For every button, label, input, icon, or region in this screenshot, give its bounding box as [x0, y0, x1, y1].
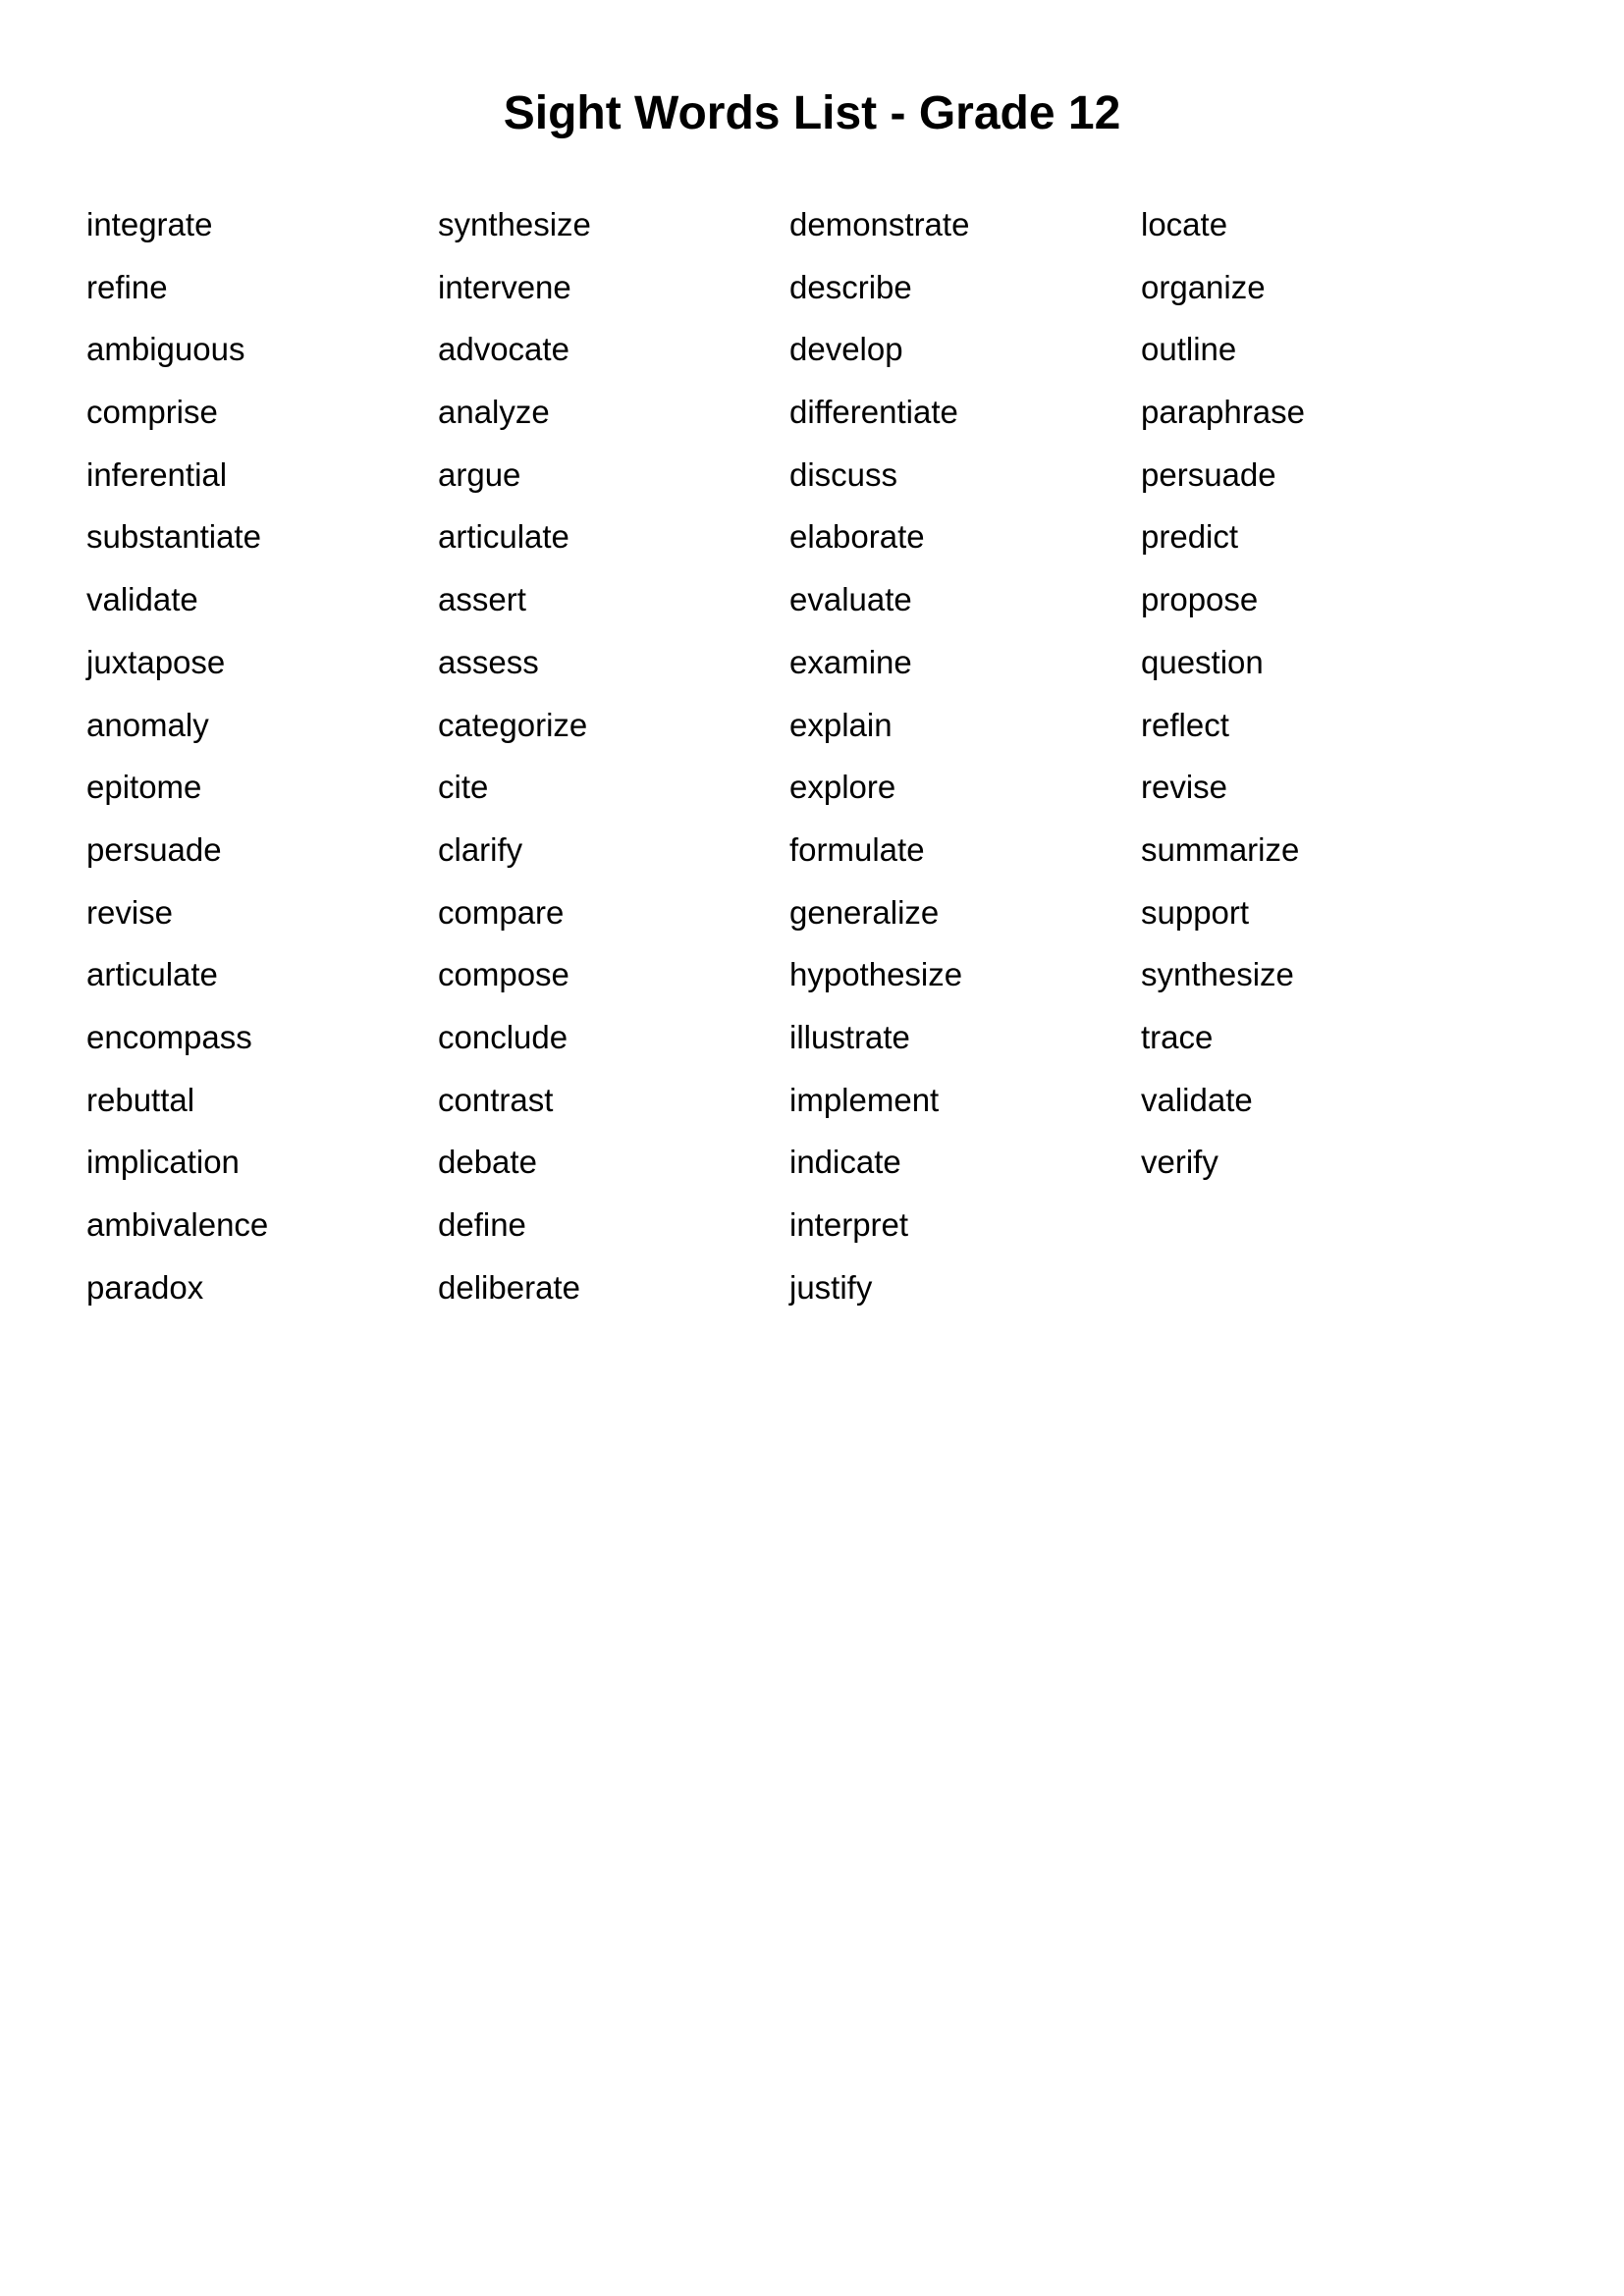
- word-item: verify: [1141, 1144, 1218, 1181]
- word-item: epitome: [86, 769, 202, 806]
- word-item: synthesize: [1141, 956, 1294, 993]
- word-item: advocate: [438, 331, 569, 368]
- word-item: outline: [1141, 331, 1237, 368]
- word-item: paraphrase: [1141, 394, 1305, 431]
- word-item: argue: [438, 455, 521, 493]
- word-item: elaborate: [789, 518, 925, 556]
- word-item: trace: [1141, 1018, 1214, 1055]
- word-item: ambiguous: [86, 331, 245, 368]
- word-item: justify: [789, 1268, 873, 1306]
- word-item: assert: [438, 581, 526, 618]
- word-item: illustrate: [789, 1018, 910, 1055]
- word-column-4: [1141, 199, 1492, 1324]
- word-item: implement: [789, 1081, 940, 1118]
- word-item: support: [1141, 893, 1250, 931]
- word-item: juxtapose: [86, 643, 226, 680]
- word-item: persuade: [1141, 455, 1276, 493]
- word-item: contrast: [438, 1081, 554, 1118]
- word-item: explore: [789, 769, 896, 806]
- word-item: evaluate: [789, 581, 912, 618]
- word-item: differentiate: [789, 394, 958, 431]
- word-item: predict: [1141, 518, 1239, 556]
- word-item: compose: [438, 956, 569, 993]
- word-item: demonstrate: [789, 206, 970, 242]
- word-item: cite: [438, 769, 489, 806]
- word-item: assess: [438, 643, 539, 680]
- word-item: indicate: [789, 1144, 901, 1181]
- word-item: validate: [1141, 1081, 1253, 1118]
- word-item: categorize: [438, 706, 588, 743]
- word-item: ambivalence: [86, 1206, 269, 1243]
- word-item: debate: [438, 1144, 537, 1181]
- word-item: persuade: [86, 830, 222, 868]
- word-item: analyze: [438, 394, 550, 431]
- word-item: locate: [1141, 206, 1228, 242]
- word-item: reflect: [1141, 706, 1229, 743]
- word-grid: [86, 199, 1500, 1324]
- word-item: conclude: [438, 1018, 568, 1055]
- word-item: articulate: [438, 518, 569, 556]
- word-column-3: [789, 199, 1141, 1324]
- word-item: articulate: [86, 956, 218, 993]
- word-item: revise: [1141, 769, 1228, 806]
- word-item: integrate: [86, 206, 213, 242]
- word-item: synthesize: [438, 206, 591, 242]
- word-item: propose: [1141, 581, 1259, 618]
- word-item: comprise: [86, 394, 218, 431]
- word-item: anomaly: [86, 706, 209, 743]
- word-item: formulate: [789, 830, 925, 868]
- word-item: rebuttal: [86, 1081, 195, 1118]
- word-item: explain: [789, 706, 893, 743]
- word-item: paradox: [86, 1268, 204, 1306]
- word-item: interpret: [789, 1206, 909, 1243]
- word-item: hypothesize: [789, 956, 963, 993]
- word-item: question: [1141, 643, 1264, 680]
- word-item: inferential: [86, 455, 228, 493]
- word-item: compare: [438, 893, 565, 931]
- word-item: revise: [86, 893, 174, 931]
- word-item: encompass: [86, 1018, 252, 1055]
- word-item: intervene: [438, 268, 571, 305]
- word-item: deliberate: [438, 1268, 580, 1306]
- page-title: Sight Words List - Grade 12: [503, 87, 1121, 139]
- word-item: validate: [86, 581, 198, 618]
- word-item: summarize: [1141, 830, 1300, 868]
- word-column-2: [438, 199, 789, 1324]
- word-item: clarify: [438, 830, 523, 868]
- word-item: examine: [789, 643, 912, 680]
- word-column-1: [86, 199, 438, 1324]
- word-item: develop: [789, 331, 903, 368]
- word-item: generalize: [789, 893, 940, 931]
- word-item: refine: [86, 268, 168, 305]
- word-item: implication: [86, 1144, 240, 1181]
- word-item: substantiate: [86, 518, 261, 556]
- word-item: define: [438, 1206, 526, 1243]
- word-item: organize: [1141, 268, 1266, 305]
- word-item: discuss: [789, 455, 898, 493]
- word-item: describe: [789, 268, 912, 305]
